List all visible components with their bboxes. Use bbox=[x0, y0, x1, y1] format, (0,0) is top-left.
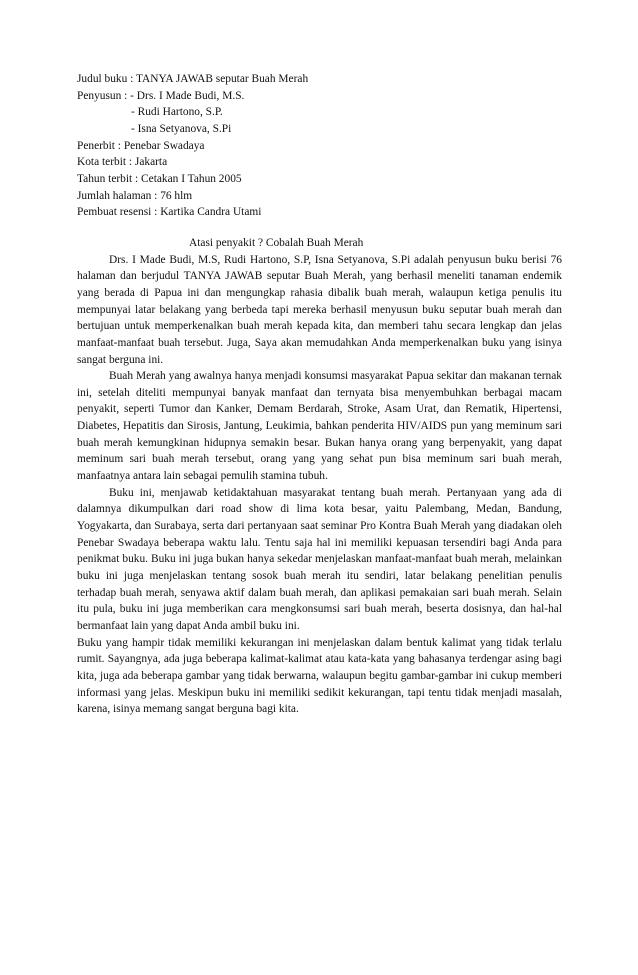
paragraph: Buku yang hampir tidak memiliki kekurangan ini menjelaskan dalam bentuk kalimat yang tidak terlalu rumit. Sayangnya, ada juga beberapa kalimat-kalimat atau kata-kata yang bahasanya terdengar asing bagi kita, juga ada beberapa gambar yang tidak berwarna, walaupun begitu gambar-gambar ini cukup memberi informasi yang jelas. Meskipun buku ini memiliki sedikit kekurangan, tapi tentu tidak menjadi masalah, karena, isinya memang sangat berguna bagi kita. bbox=[77, 636, 562, 716]
paragraph: Buku ini, menjawab ketidaktahuan masyarakat tentang buah merah. Pertanyaan yang ada di dalamnya dikumpulkan dari road show di lima kota besar, yaitu Palembang, Medan, Bandung, Yogyakarta, dan Surabaya, serta dari pertanyaan saat seminar Pro Kontra Buah Merah yang diadakan oleh Penebar Swadaya beberapa waktu lalu. Tentu saja hal ini memiliki kepuasan tersendiri bagi Anda para penikmat buku. Buku ini juga bukan hanya sekedar menjelaskan manfaat-manfaat buah merah, melainkan buku ini juga menjelaskan tentang sosok buah merah itu sendiri, latar belakang penelitian penulis terhadap buah merah, senyawa aktif dalam buah merah, dan aplikasi pemakaian sari buah merah. Selain itu pula, buku ini juga memberikan cara mengkonsumsi sari buah merah, beserta dosisnya, dan hal-hal bermanfaat lain yang dapat Anda ambil buku ini. bbox=[77, 486, 562, 632]
book-review bbox=[77, 71, 562, 718]
author-line-2: - Rudi Hartono, S.P. bbox=[131, 106, 223, 119]
author-line-3: - Isna Setyanova, S.Pi bbox=[131, 122, 232, 135]
paragraph: Buah Merah yang awalnya hanya menjadi konsumsi masyarakat Papua sekitar dan makanan ternak ini, setelah diteliti mempunyai banyak manfaat dan ternyata bisa menyembuhkan berbagai macam penyakit, seperti Tumor dan Kanker, Demam Berdarah, Stroke, Asam Urat, dan Rematik, Hipertensi, Diabetes, Hepatitis dan Sirosis, Jantung, Leukimia, bahkan penderita HIV/AIDS pun yang meminum sari buah merah kemungkinan hidupnya semakin besar. Bukan hanya orang yang berpenyakit, yang dapat meminum sari buah merah tersebut, orang yang yang sehat pun bisa meminum sari buah merah, manfaatnya antara lain sebagai pemulih stamina tubuh. bbox=[77, 370, 562, 483]
city-line: Kota terbit : Jakarta bbox=[77, 156, 168, 169]
publisher-line: Penerbit : Penebar Swadaya bbox=[77, 139, 205, 152]
paragraph: Drs. I Made Budi, M.S, Rudi Hartono, S.P, Isna Setyanova, S.Pi adalah penyusun buku berisi 76 halaman dan berjudul TANYA JAWAB seputar Buah Merah, yang berhasil meneliti tanaman endemik yang berada di Papua ini dan mengungkap rahasia dibalik buah merah, walaupun ketiga penulis itu mempunyai latar belakang yang berbeda tapi mereka berhasil menyusun buku seputar buah merah dan bertujuan untuk memperkenalkan buah merah kepada kita, dan memberi tahu secara lengkap dan jelas manfaat-manfaat buah tersebut. Juga, Saya akan memudahkan Anda memperkenalkan buku yang isinya sangat berguna ini. bbox=[77, 253, 562, 366]
book-info bbox=[77, 71, 562, 221]
article-title: Atasi penyakit ? Cobalah Buah Merah bbox=[189, 236, 364, 249]
author-line: Penyusun : - Drs. I Made Budi, M.S. bbox=[77, 89, 245, 102]
reviewer-line: Pembuat resensi : Kartika Candra Utami bbox=[77, 206, 262, 219]
page-count-line: Jumlah halaman : 76 hlm bbox=[77, 189, 193, 202]
book-title-line: Judul buku : TANYA JAWAB seputar Buah Merah bbox=[77, 73, 309, 85]
year-line: Tahun terbit : Cetakan I Tahun 2005 bbox=[77, 172, 242, 185]
